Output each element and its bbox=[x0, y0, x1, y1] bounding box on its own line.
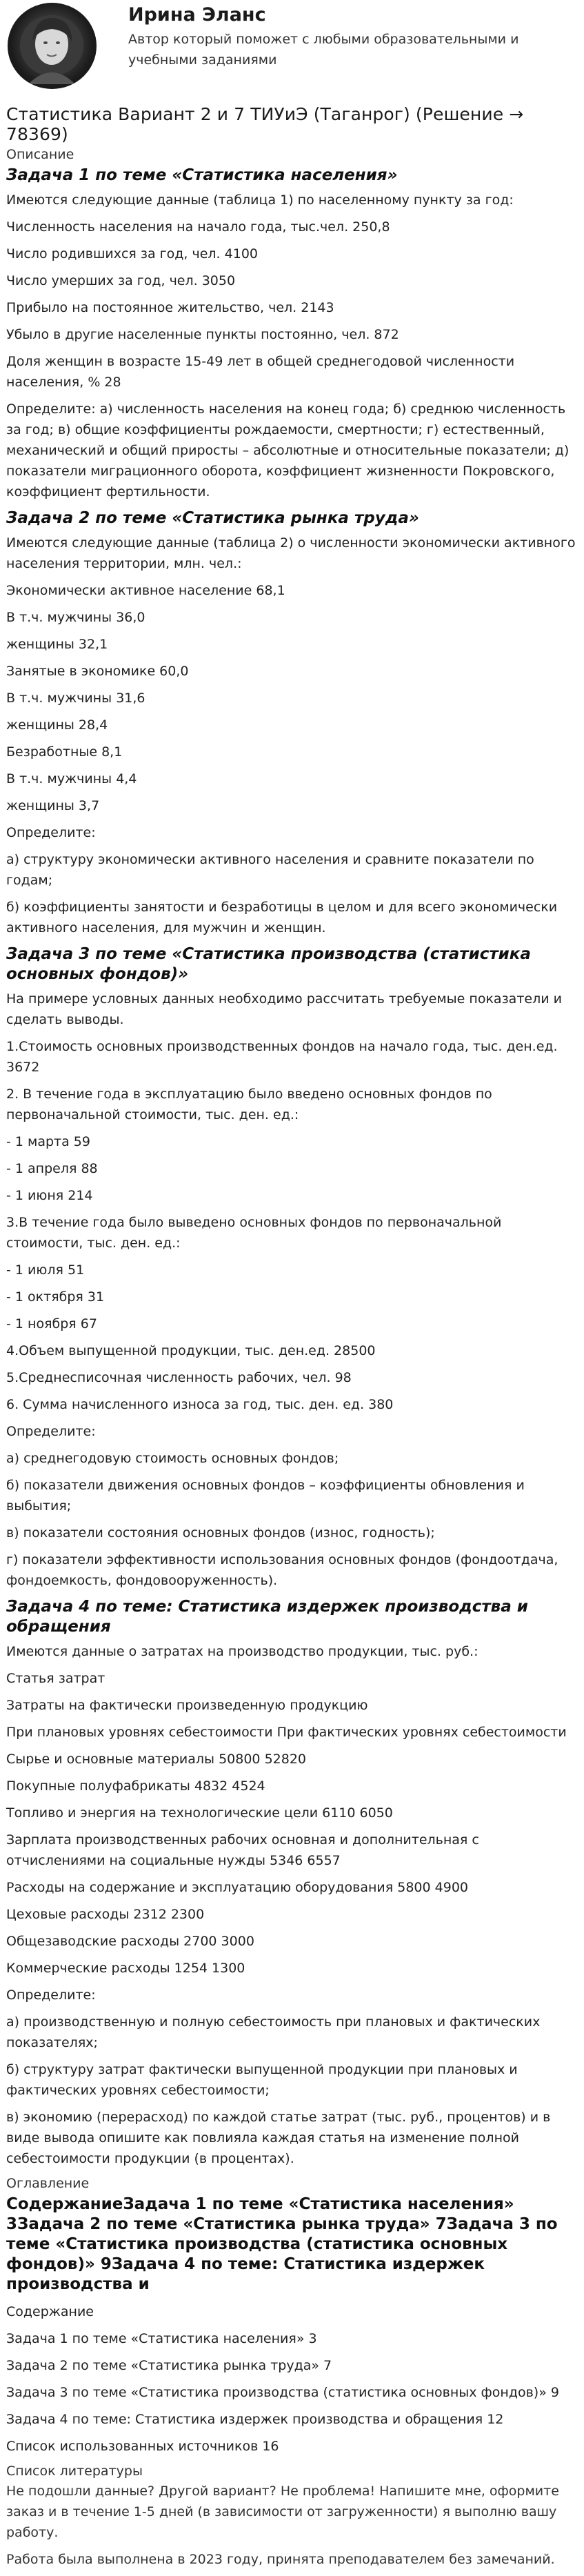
task-paragraph: Безработные 8,1 bbox=[6, 744, 123, 760]
contents-list bbox=[6, 2301, 578, 2457]
task-paragraph: - 1 октября 31 bbox=[6, 1289, 105, 1305]
task-paragraph: Экономически активное население 68,1 bbox=[6, 583, 285, 598]
task-paragraph: Число умерших за год, чел. 3050 bbox=[6, 273, 236, 288]
task-paragraph: - 1 июня 214 bbox=[6, 1188, 93, 1203]
task-paragraph: В т.ч. мужчины 31,6 bbox=[6, 691, 145, 706]
contents-item: Задача 4 по теме: Статистика издержек производства и обращения 12 bbox=[6, 2412, 504, 2427]
task-title: Задача 2 по теме «Статистика рынка труда» bbox=[6, 509, 419, 527]
task-paragraph: а) производственную и полную себестоимость при плановых и фактических показателях; bbox=[6, 2014, 541, 2050]
task-paragraph: Убыло в другие населенные пункты постоянно, чел. 872 bbox=[6, 327, 399, 342]
task-paragraph: Имеются следующие данные (таблица 1) по населенному пункту за год: bbox=[6, 192, 514, 208]
tasks-container bbox=[6, 166, 578, 2169]
task-title: Задача 1 по теме «Статистика населения» bbox=[6, 166, 398, 184]
contents-item: Задача 3 по теме «Статистика производства (статистика основных фондов)» 9 bbox=[6, 2385, 559, 2400]
contents-item: Содержание bbox=[6, 2304, 94, 2319]
task-paragraph: Определите: bbox=[6, 825, 96, 840]
task-paragraph: Доля женщин в возрасте 15-49 лет в общей среднегодовой численности населения, % 28 bbox=[6, 354, 515, 390]
contents-item: Список использованных источников 16 bbox=[6, 2439, 279, 2454]
task-paragraph: Определите: bbox=[6, 1988, 96, 2003]
avatar[interactable] bbox=[8, 3, 97, 89]
task-paragraph: Покупные полуфабрикаты 4832 4524 bbox=[6, 1779, 265, 1794]
task-paragraph: При плановых уровнях себестоимости При фактических уровнях себестоимости bbox=[6, 1725, 567, 1740]
task-paragraph: Численность населения на начало года, тыс.чел. 250,8 bbox=[6, 219, 390, 235]
contents-item: Задача 2 по теме «Статистика рынка труда» 7 bbox=[6, 2358, 332, 2373]
order-prompt: Не подошли данные? Другой вариант? Не проблема! Напишите мне, оформите заказ и в течение 1-5 дней (в зависимости от загруженности) я выполню вашу работу. bbox=[6, 2484, 559, 2540]
task-paragraph: женщины 28,4 bbox=[6, 717, 108, 733]
task-paragraph: 5.Среднесписочная численность рабочих, чел. 98 bbox=[6, 1370, 352, 1385]
task-paragraph: в) показатели состояния основных фондов (износ, годность); bbox=[6, 1525, 435, 1540]
contents-item: Задача 1 по теме «Статистика населения» 3 bbox=[6, 2331, 317, 2346]
task-paragraph: а) среднегодовую стоимость основных фондов; bbox=[6, 1451, 339, 1466]
avatar-photo-icon bbox=[8, 3, 97, 89]
task-paragraph: б) коэффициенты занятости и безработицы в целом и для всего экономически активного населения, для мужчин и женщин. bbox=[6, 900, 558, 935]
task-paragraph: В т.ч. мужчины 36,0 bbox=[6, 610, 145, 625]
task-paragraph: Топливо и энергия на технологические цели 6110 6050 bbox=[6, 1805, 393, 1821]
task-paragraph: женщины 3,7 bbox=[6, 798, 100, 813]
task-paragraph: - 1 апреля 88 bbox=[6, 1161, 98, 1176]
task-paragraph: Сырье и основные материалы 50800 52820 bbox=[6, 1752, 307, 1767]
footer-note: Работа была выполнена в 2023 году, принята преподавателем без замечаний. bbox=[6, 2552, 555, 2567]
task-paragraph: Определите: а) численность населения на конец года; б) среднюю численность за год; в) общие коэффициенты рождаемости, смертности; г) естественный, механический и общий приросты – абсолютные и относительные показатели; д) показатели миграционного оборота, коэффициент жизненности Покровского, коэффициент фертильности. bbox=[6, 402, 570, 499]
task-paragraph: Имеются следующие данные (таблица 2) о численности экономически активного населения территории, млн. чел.: bbox=[6, 535, 576, 571]
task-paragraph: а) структуру экономически активного населения и сравните показатели по годам; bbox=[6, 852, 534, 888]
task-paragraph: Цеховые расходы 2312 2300 bbox=[6, 1907, 205, 1922]
task-title: Задача 3 по теме «Статистика производства (статистика основных фондов)» bbox=[6, 945, 531, 983]
task-paragraph: г) показатели эффективности использования основных фондов (фондоотдача, фондоемкость, фондовооруженность). bbox=[6, 1552, 558, 1588]
task-paragraph: 2. В течение года в эксплуатацию было введено основных фондов по первоначальной стоимости, тыс. ден. ед.: bbox=[6, 1087, 492, 1122]
task-paragraph: Имеются данные о затратах на производство продукции, тыс. руб.: bbox=[6, 1644, 479, 1659]
toc-summary: СодержаниеЗадача 1 по теме «Статистика населения» 3Задача 2 по теме «Статистика рынка труда» 7Задача 3 по теме «Статистика производства (статистика основных фондов)» 9Задача 4 по теме: Статистика издержек производства и bbox=[6, 2195, 558, 2293]
task-paragraph: Расходы на содержание и эксплуатацию оборудования 5800 4900 bbox=[6, 1880, 468, 1895]
task-paragraph: Затраты на фактически произведенную продукцию bbox=[6, 1698, 368, 1713]
task-title: Задача 4 по теме: Статистика издержек производства и обращения bbox=[6, 1598, 528, 1636]
task-paragraph: Зарплата производственных рабочих основная и дополнительная с отчислениями на социальные нужды 5346 6557 bbox=[6, 1832, 479, 1868]
task-paragraph: - 1 ноября 67 bbox=[6, 1316, 97, 1331]
task-paragraph: На примере условных данных необходимо рассчитать требуемые показатели и сделать выводы. bbox=[6, 991, 562, 1027]
task-paragraph: в) экономию (перерасход) по каждой статье затрат (тыс. руб., процентов) и в виде вывода опишите как повлияла каждая статья на изменение полной себестоимости продукции (в процентах). bbox=[6, 2110, 551, 2166]
task-paragraph: Определите: bbox=[6, 1424, 96, 1439]
task-paragraph: Коммерческие расходы 1254 1300 bbox=[6, 1961, 245, 1976]
task-paragraph: 1.Стоимость основных производственных фондов на начало года, тыс. ден.ед. 3672 bbox=[6, 1039, 558, 1075]
literature-label: Список литературы bbox=[6, 2464, 143, 2479]
task-paragraph: Общезаводские расходы 2700 3000 bbox=[6, 1934, 254, 1949]
description-label: Описание bbox=[6, 147, 74, 162]
task-paragraph: - 1 марта 59 bbox=[6, 1134, 90, 1149]
task-paragraph: 6. Сумма начисленного износа за год, тыс. ден. ед. 380 bbox=[6, 1397, 394, 1412]
task-paragraph: Число родившихся за год, чел. 4100 bbox=[6, 246, 258, 261]
author-name[interactable]: Ирина Эланс bbox=[128, 4, 266, 26]
task-paragraph: женщины 32,1 bbox=[6, 637, 108, 652]
task-paragraph: В т.ч. мужчины 4,4 bbox=[6, 771, 137, 786]
toc-label: Оглавление bbox=[6, 2176, 90, 2191]
task-paragraph: - 1 июля 51 bbox=[6, 1262, 85, 1278]
task-paragraph: 4.Объем выпущенной продукции, тыс. ден.ед. 28500 bbox=[6, 1343, 376, 1358]
task-paragraph: Занятые в экономике 60,0 bbox=[6, 664, 189, 679]
task-paragraph: б) структуру затрат фактически выпущенной продукции при плановых и фактических уровнях себестоимости; bbox=[6, 2062, 518, 2098]
task-paragraph: Прибыло на постоянное жительство, чел. 2143 bbox=[6, 300, 334, 315]
task-paragraph: б) показатели движения основных фондов – коэффициенты обновления и выбытия; bbox=[6, 1478, 525, 1514]
task-paragraph: 3.В течение года было выведено основных фондов по первоначальной стоимости, тыс. ден. ед.: bbox=[6, 1215, 502, 1251]
page-title: Статистика Вариант 2 и 7 ТИУиЭ (Таганрог) (Решение → 78369) bbox=[6, 104, 524, 144]
author-info bbox=[128, 3, 556, 70]
task-paragraph: Статья затрат bbox=[6, 1671, 105, 1686]
author-card bbox=[6, 0, 578, 93]
author-description: Автор который поможет с любыми образовательными и учебными заданиями bbox=[128, 32, 519, 68]
